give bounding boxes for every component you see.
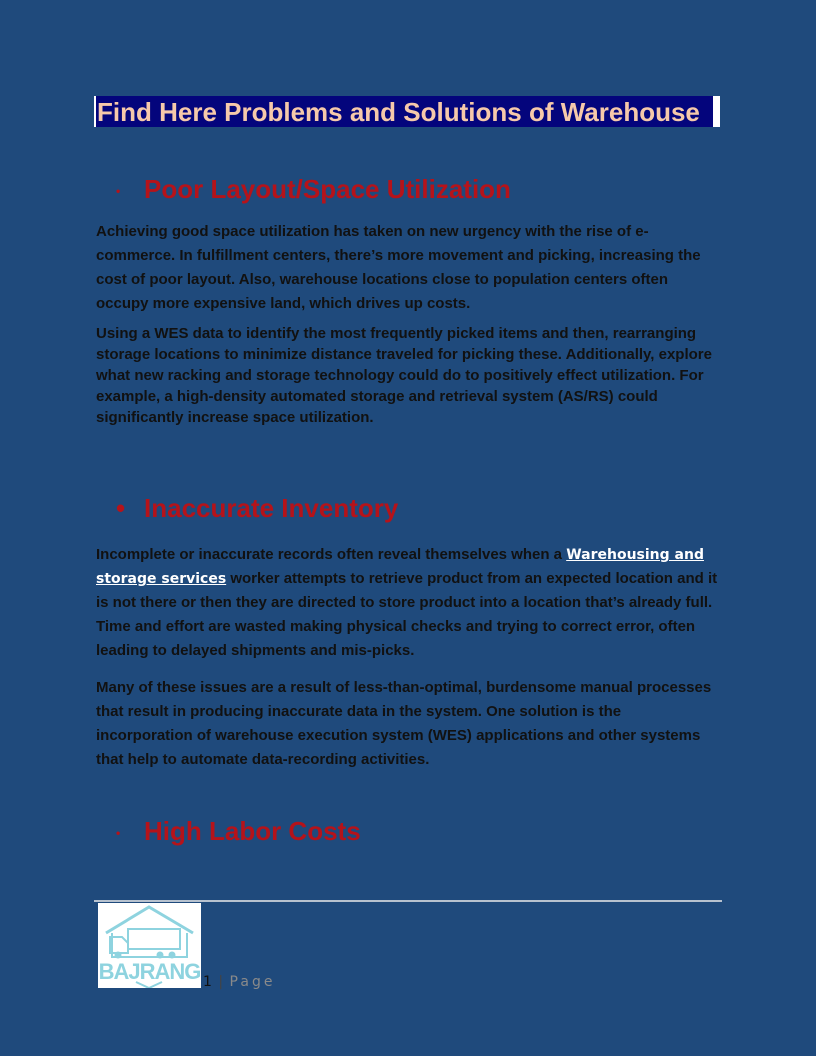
document-title <box>94 96 720 127</box>
paragraph: Many of these issues are a result of less-than-optimal, burdensome manual processes that result in producing inaccurate data in the system. One solution is the incorporation of warehouse execution system (WES) applications and other systems that help to automate data-recording activities. <box>96 679 712 768</box>
paragraph: Incomplete or inaccurate records often reveal themselves when a Warehousing and storage services worker attempts to retrieve product from an expected location and it is not there or then they are directed to store product into a location that’s already full. Time and effort are wasted making physical checks and trying to correct error, often leading to delayed shipments and mis-picks. <box>96 546 718 659</box>
footer-divider <box>94 900 722 902</box>
company-logo <box>98 903 201 988</box>
bullet-icon: • <box>116 826 121 841</box>
bullet-icon: • <box>116 493 126 523</box>
page-number: 1 <box>203 974 212 990</box>
section-heading-high-labor-costs: • High Labor Costs <box>116 816 361 846</box>
paragraph: Using a WES data to identify the most frequently picked items and then, rearranging storage locations to minimize distance traveled for picking these. Additionally, explore what new racking and storage technology could do to positively effect utilization. For example, a high-density automated storage and retrieval system (AS/RS) could significantly increase space utilization. <box>96 325 712 426</box>
page-footer <box>203 974 275 990</box>
section-heading-inaccurate-inventory: • Inaccurate Inventory <box>116 493 399 523</box>
title-text: Find Here Problems and Solutions of Warehouse <box>97 97 700 127</box>
paragraph: Achieving good space utilization has taken on new urgency with the rise of e-commerce. In fulfillment centers, there’s more movement and picking, increasing the cost of poor layout. Also, warehouse locations close to population centers often occupy more expensive land, which drives up costs. <box>96 223 701 312</box>
section-heading-poor-layout: • Poor Layout/Space Utilization <box>116 174 511 204</box>
logo-text: BAJRANG <box>98 959 201 984</box>
page-label: Page <box>229 974 276 990</box>
warehousing-services-link[interactable]: Warehousing and storage services <box>96 547 704 587</box>
bullet-icon: • <box>116 184 121 199</box>
footer-separator: | <box>218 974 224 990</box>
